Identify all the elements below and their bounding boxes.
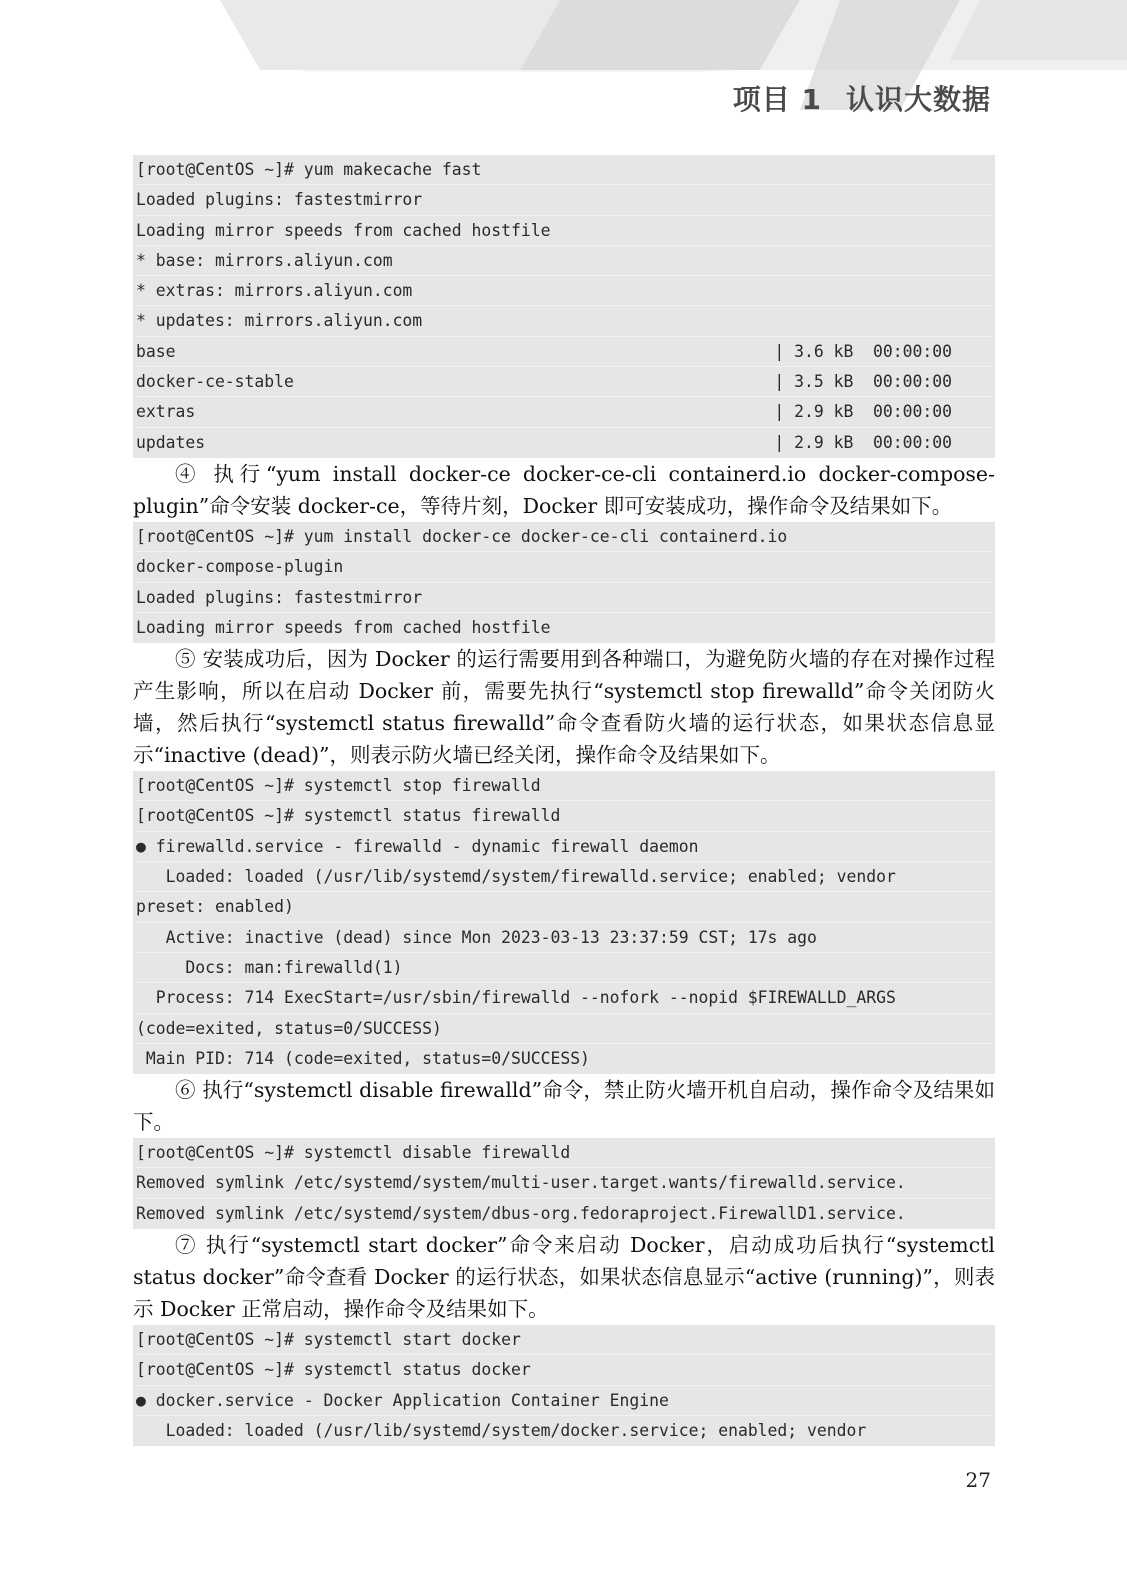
repo-info: | 3.6 kB 00:00:00 [774, 341, 952, 361]
code-line: [root@CentOS ~]# yum install docker-ce docker-ce-cli containerd.io [136, 522, 992, 552]
code-line: Active: inactive (dead) since Mon 2023-03-13 23:37:59 CST; 17s ago [136, 923, 992, 953]
repo-name: docker-ce-stable [136, 372, 294, 392]
paragraph-text: ⑤ 安装成功后，因为 Docker 的运行需要用到各种端口，为避免防火墙的存在对操作过程产生影响，所以在启动 Docker 前，需要先执行“systemctl stop firewalld”命令关闭防火墙，然后执行“systemctl status firewalld”命令查看防火墙的运行状态，如果状态信息显示“inactive (dead)”，则表示防火墙已经关闭，操作命令及结果如下。 [133, 647, 995, 768]
code-line: [root@CentOS ~]# systemctl status firewalld [136, 801, 992, 831]
code-block-firewalld-status [133, 771, 995, 1074]
code-line: Process: 714 ExecStart=/usr/sbin/firewalld --nofork --nopid $FIREWALLD_ARGS [136, 983, 992, 1013]
code-line: * base: mirrors.aliyun.com [136, 246, 992, 276]
code-line: ● firewalld.service - firewalld - dynamic firewall daemon [136, 832, 992, 862]
repo-info: | 2.9 kB 00:00:00 [774, 402, 952, 422]
code-line: preset: enabled) [136, 892, 992, 922]
code-line: [root@CentOS ~]# systemctl disable firewalld [136, 1138, 992, 1168]
code-line-repo [136, 428, 992, 458]
repo-info: | 2.9 kB 00:00:00 [774, 432, 952, 452]
code-line: Loading mirror speeds from cached hostfile [136, 617, 551, 637]
code-line: [root@CentOS ~]# systemctl stop firewalld [136, 771, 992, 801]
repo-info: | 3.5 kB 00:00:00 [774, 372, 952, 392]
code-line: Docs: man:firewalld(1) [136, 953, 992, 983]
code-line: Loading mirror speeds from cached hostfile [136, 216, 992, 246]
code-line: Removed symlink /etc/systemd/system/dbus-org.fedoraproject.FirewallD1.service. [136, 1203, 906, 1223]
code-line: ● docker.service - Docker Application Container Engine [136, 1386, 992, 1416]
paragraph-text: ⑦ 执行“systemctl start docker”命令来启动 Docker，启动成功后执行“systemctl status docker”命令查看 Docker 的运行状态，如果状态信息显示“active (running)”，则表示 Docker 正常启动，操作命令及结果如下。 [133, 1233, 995, 1322]
repo-name: updates [136, 432, 206, 452]
chapter-title [733, 78, 991, 118]
code-line-repo [136, 337, 992, 367]
code-block-docker-status [133, 1325, 995, 1446]
code-line: Loaded: loaded (/usr/lib/systemd/system/firewalld.service; enabled; vendor [136, 862, 992, 892]
code-line: Loaded plugins: fastestmirror [136, 185, 992, 215]
code-line: * extras: mirrors.aliyun.com [136, 276, 992, 306]
code-line-repo [136, 397, 992, 427]
chapter-name: 认识大数据 [845, 83, 991, 116]
code-block-install [133, 522, 995, 643]
code-line: [root@CentOS ~]# systemctl start docker [136, 1325, 992, 1355]
page-content [133, 155, 995, 1446]
code-line: [root@CentOS ~]# yum makecache fast [136, 155, 992, 185]
code-line-repo [136, 367, 992, 397]
paragraph-step-6 [133, 1074, 995, 1138]
code-line: Main PID: 714 (code=exited, status=0/SUCCESS) [136, 1048, 590, 1068]
page-number: 27 [965, 1468, 991, 1492]
code-line: docker-compose-plugin [136, 552, 992, 582]
paragraph-step-4 [133, 458, 995, 522]
paragraph-text: ⑥ 执行“systemctl disable firewalld”命令，禁止防火墙开机自启动，操作命令及结果如下。 [133, 1078, 995, 1135]
code-line: * updates: mirrors.aliyun.com [136, 306, 992, 336]
code-line: Removed symlink /etc/systemd/system/multi-user.target.wants/firewalld.service. [136, 1168, 992, 1198]
paragraph-step-7 [133, 1229, 995, 1325]
code-block-disable-firewalld [133, 1138, 995, 1229]
header-decoration [0, 0, 1127, 140]
code-line: [root@CentOS ~]# systemctl status docker [136, 1355, 992, 1385]
code-line: Loaded: loaded (/usr/lib/systemd/system/docker.service; enabled; vendor [136, 1420, 867, 1440]
code-block-makecache [133, 155, 995, 458]
repo-name: base [136, 341, 176, 361]
code-line: (code=exited, status=0/SUCCESS) [136, 1014, 992, 1044]
paragraph-step-5 [133, 643, 995, 771]
paragraph-text: ④ 执行“yum install docker-ce docker-ce-cli containerd.io docker-compose-plugin”命令安装 docker-ce，等待片刻，Docker 即可安装成功，操作命令及结果如下。 [133, 461, 995, 518]
code-line: Loaded plugins: fastestmirror [136, 583, 992, 613]
repo-name: extras [136, 402, 196, 422]
chapter-label: 项目 1 [732, 83, 822, 116]
